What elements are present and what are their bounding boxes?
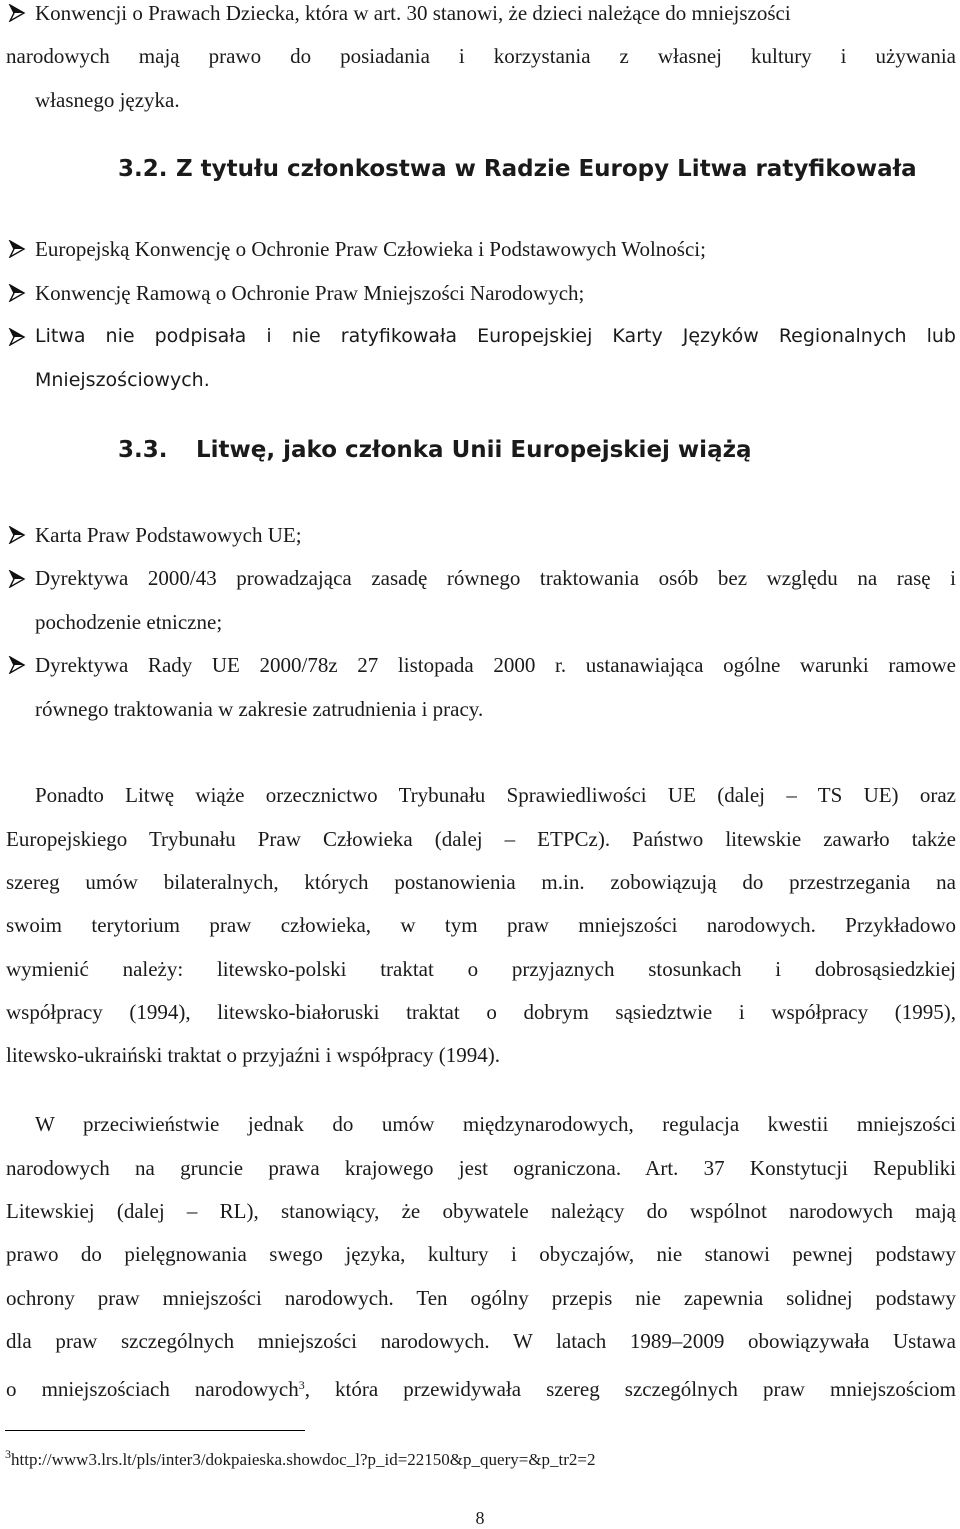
paragraph-line: prawo do pielęgnowania swego języka, kultury i obyczajów, nie stanowi pewnej podstawy bbox=[6, 1242, 956, 1266]
footnote-link[interactable]: http://www3.lrs.lt/pls/inter3/dokpaieska.showdoc_l?p_id=22150&p_query=&p_tr2=2 bbox=[11, 1450, 596, 1469]
paragraph-line: litewsko-ukraiński traktat o przyjaźni i współpracy (1994). bbox=[6, 1043, 500, 1067]
section-number: 3.2. bbox=[118, 156, 168, 182]
section-number: 3.3. bbox=[118, 437, 168, 463]
arrow-bullet-icon bbox=[8, 328, 26, 346]
text-line: narodowych mają prawo do posiadania i korzystania z własnej kultury i używania bbox=[6, 44, 956, 68]
section-title: Z tytułu członkostwa w Radzie Europy Litwa ratyfikowała bbox=[176, 156, 917, 182]
list-item: Europejską Konwencję o Ochronie Praw Człowieka i Podstawowych Wolności; bbox=[35, 237, 706, 261]
text-line: własnego języka. bbox=[35, 88, 180, 112]
footnote-reference[interactable]: 3 bbox=[298, 1378, 305, 1392]
paragraph-line: W przeciwieństwie jednak do umów międzynarodowych, regulacja kwestii mniejszości bbox=[35, 1112, 956, 1136]
footnote-separator bbox=[5, 1430, 305, 1431]
arrow-bullet-icon bbox=[8, 4, 26, 22]
section-heading-3-2 bbox=[118, 155, 917, 183]
list-item: Karta Praw Podstawowych UE; bbox=[35, 523, 302, 547]
list-item: Litwa nie podpisała i nie ratyfikowała Europejskiej Karty Języków Regionalnych lub bbox=[35, 325, 956, 347]
section-title: Litwę, jako członka Unii Europejskiej wiążą bbox=[196, 437, 752, 463]
paragraph-line bbox=[6, 1372, 956, 1402]
section-heading-3-3 bbox=[118, 436, 752, 464]
arrow-bullet-icon bbox=[8, 526, 26, 544]
list-item-continuation: Mniejszościowych. bbox=[35, 369, 210, 391]
arrow-bullet-icon bbox=[8, 656, 26, 674]
paragraph-line: współpracy (1994), litewsko-białoruski traktat o dobrym sąsiedztwie i współpracy (1995), bbox=[6, 1000, 956, 1024]
footnote-marker: 3 bbox=[5, 1447, 11, 1461]
list-item: Dyrektywa 2000/43 prowadzająca zasadę równego traktowania osób bez względu na rasę i bbox=[35, 566, 956, 590]
paragraph-line: narodowych na gruncie prawa krajowego jest ograniczona. Art. 37 Konstytucji Republiki bbox=[6, 1156, 956, 1180]
paragraph-text: , która przewidywała szereg szczególnych praw mniejszościom bbox=[304, 1377, 956, 1401]
paragraph-line: szereg umów bilateralnych, których postanowienia m.in. zobowiązują do przestrzegania na bbox=[6, 870, 956, 894]
arrow-bullet-icon bbox=[8, 284, 26, 302]
paragraph-line: ochrony praw mniejszości narodowych. Ten ogólny przepis nie zapewnia solidnej podstawy bbox=[6, 1286, 956, 1310]
list-item-continuation: pochodzenie etniczne; bbox=[35, 610, 223, 634]
paragraph-line: wymienić należy: litewsko-polski traktat o przyjaznych stosunkach i dobrosąsiedzkiej bbox=[6, 957, 956, 981]
list-item: Konwencję Ramową o Ochronie Praw Mniejszości Narodowych; bbox=[35, 281, 585, 305]
arrow-bullet-icon bbox=[8, 240, 26, 258]
paragraph-line: dla praw szczególnych mniejszości narodowych. W latach 1989–2009 obowiązywała Ustawa bbox=[6, 1329, 956, 1353]
paragraph-line: Ponadto Litwę wiąże orzecznictwo Trybunału Sprawiedliwości UE (dalej – TS UE) oraz bbox=[35, 783, 956, 807]
text-line: Konwencji o Prawach Dziecka, która w art. 30 stanowi, że dzieci należące do mniejszości bbox=[35, 1, 791, 25]
list-item-continuation: równego traktowania w zakresie zatrudnienia i pracy. bbox=[35, 697, 484, 721]
paragraph-line: Europejskiego Trybunału Praw Człowieka (dalej – ETPCz). Państwo litewskie zawarło także bbox=[6, 827, 956, 851]
paragraph-line: swoim terytorium praw człowieka, w tym praw mniejszości narodowych. Przykładowo bbox=[6, 913, 956, 937]
list-item: Dyrektywa Rady UE 2000/78z 27 listopada 2000 r. ustanawiająca ogólne warunki ramowe bbox=[35, 653, 956, 677]
footnote bbox=[5, 1444, 596, 1470]
paragraph-text: o mniejszościach narodowych bbox=[6, 1377, 299, 1401]
arrow-bullet-icon bbox=[8, 570, 26, 588]
paragraph-line: Litewskiej (dalej – RL), stanowiący, że obywatele należący do wspólnot narodowych mają bbox=[6, 1199, 956, 1223]
page-number: 8 bbox=[475, 1508, 485, 1528]
